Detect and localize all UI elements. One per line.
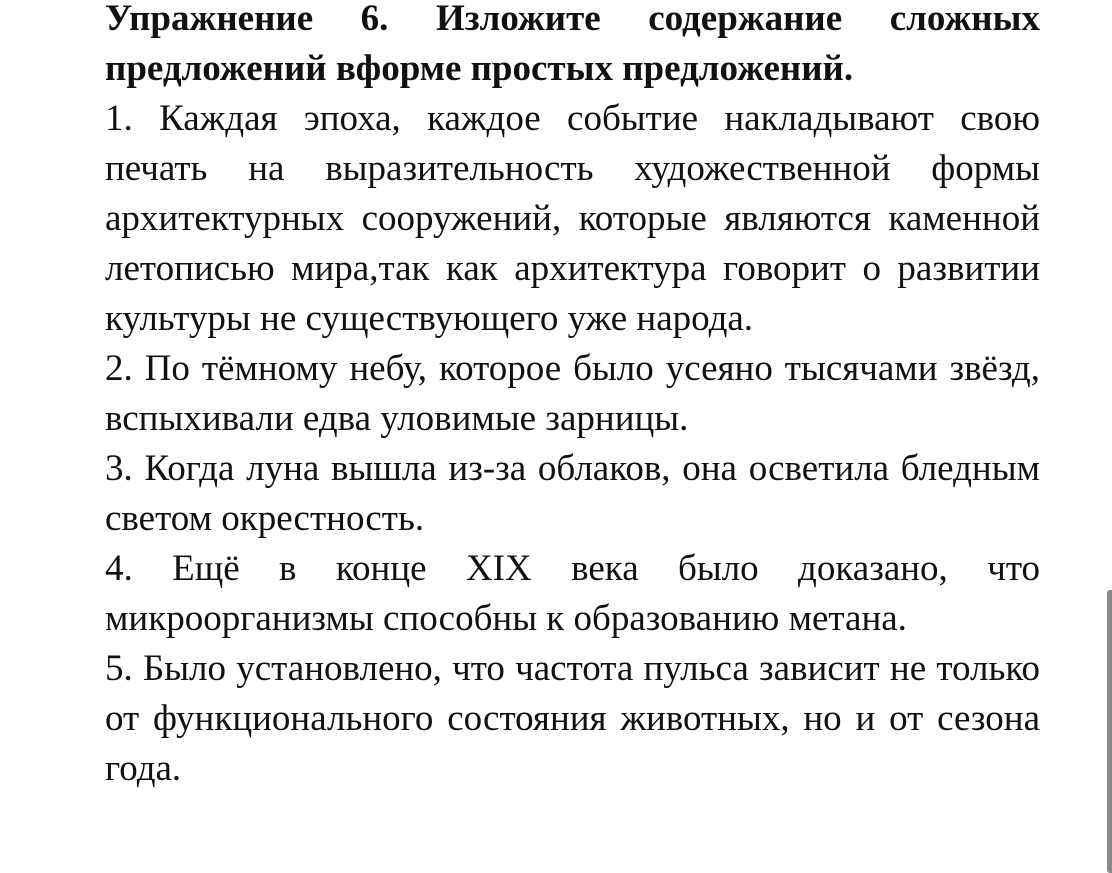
scrollbar[interactable] (1107, 590, 1112, 873)
sentence-item-3: 3. Когда луна вышла из-за облаков, она осветила бледным светом окрестность. (105, 448, 1040, 539)
exercise-page (105, 0, 1040, 800)
sentence-item-4: 4. Ещё в конце XIX века было доказано, что микроорганизмы способны к образованию метана. (105, 548, 1040, 639)
sentence-item-1: 1. Каждая эпоха, каждое событие накладывают свою печать на выразительность художественной формы архитектурных сооружений, которые являются каменной летописью мира,так как архитектура говорит о развитии культуры не существующего уже народа. (105, 98, 1040, 339)
sentence-list (105, 94, 1040, 794)
sentence-item-5: 5. Было установлено, что частота пульса зависит не только от функционального состояния животных, но и от сезона года. (105, 648, 1040, 789)
sentence-item-2: 2. По тёмному небу, которое было усеяно тысячами звёзд, вспыхивали едва уловимые зарницы. (105, 348, 1040, 439)
exercise-title: Упражнение 6. Изложите содержание сложных предложений вформе простых предложений. (105, 0, 1040, 89)
